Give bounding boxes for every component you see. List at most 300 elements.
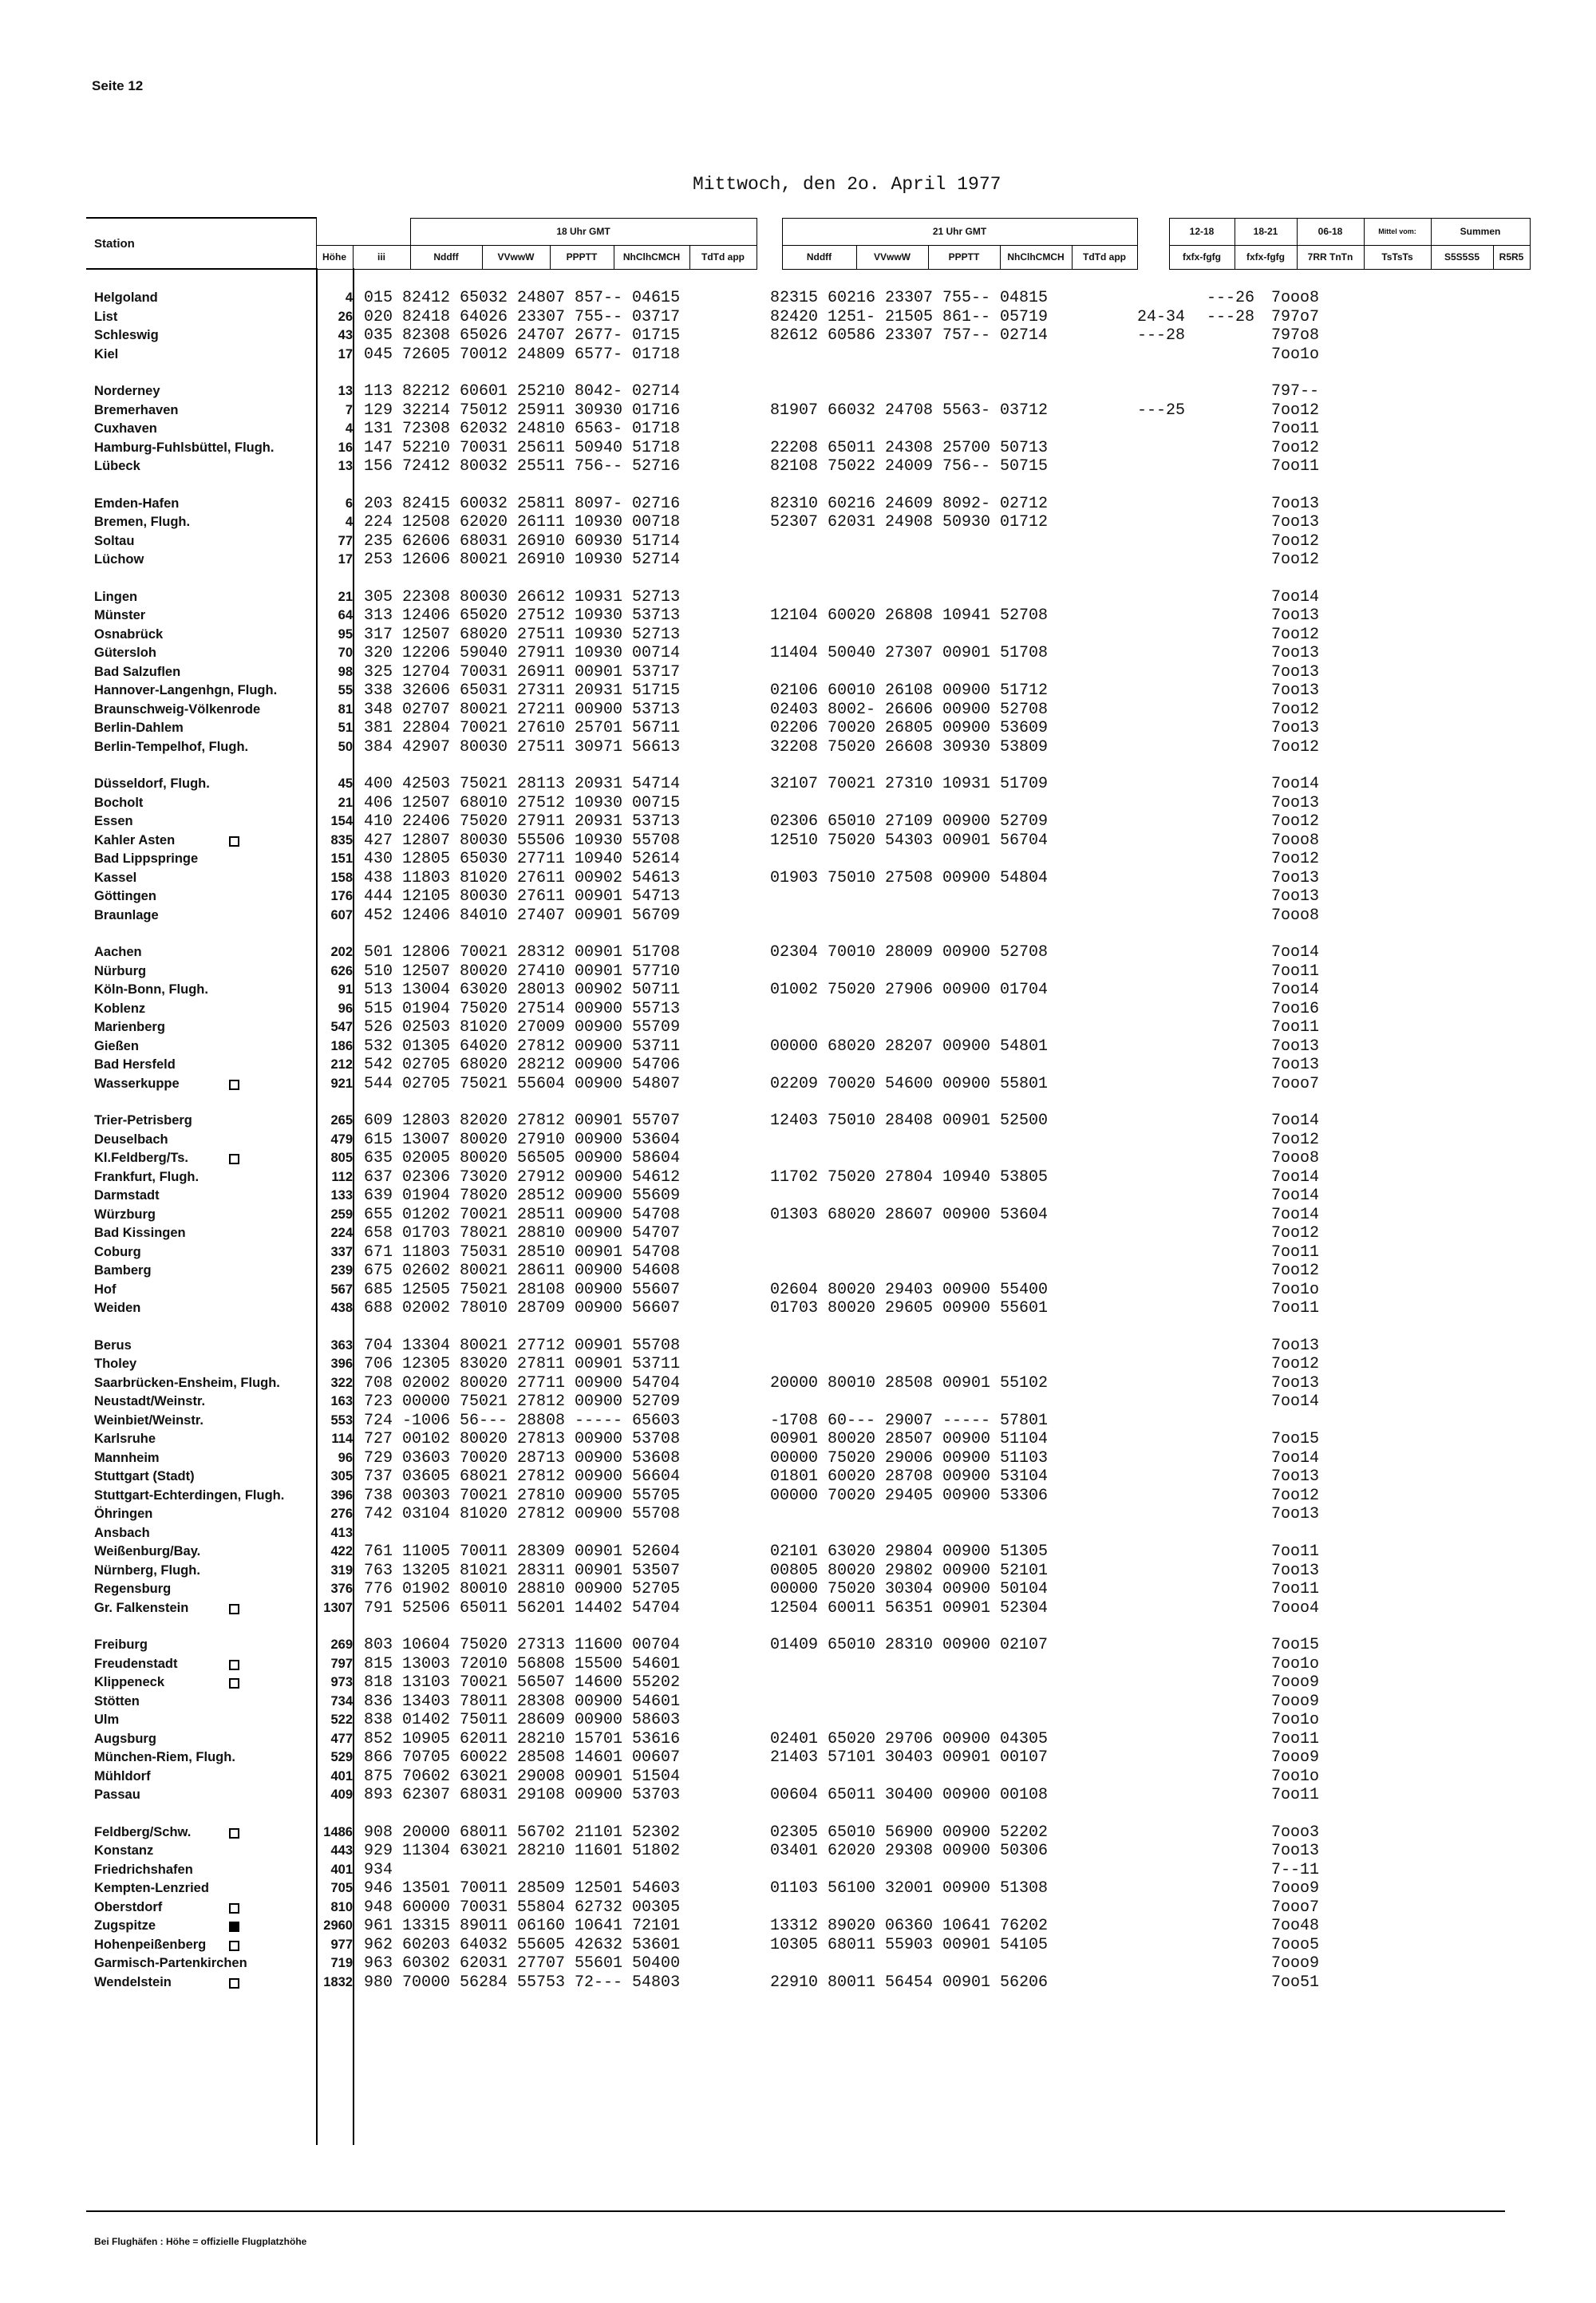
report-18-utc: 761 11005 70011 28309 00901 52604 xyxy=(364,1543,681,1561)
value-06-18: 7oo12 xyxy=(1271,438,1320,457)
value-06-18: 7ooo9 xyxy=(1271,1879,1320,1898)
station-hoehe: 163 xyxy=(330,1394,353,1408)
station-hoehe: 98 xyxy=(338,664,353,679)
value-06-18: 7ooo4 xyxy=(1271,1598,1320,1618)
station-name: Bad Salzuflen xyxy=(94,664,181,679)
report-18-utc: 156 72412 80032 25511 756-- 52716 xyxy=(364,457,681,476)
report-18-utc: 035 82308 65026 24707 2677- 01715 xyxy=(364,326,681,345)
report-18-utc: 929 11304 63021 28210 11601 51802 xyxy=(364,1842,681,1860)
table-row xyxy=(0,1580,1596,1599)
station-hoehe: 567 xyxy=(330,1282,353,1297)
value-06-18: 7ooo9 xyxy=(1271,1692,1320,1711)
station-hoehe: 522 xyxy=(330,1712,353,1727)
station-hoehe: 202 xyxy=(330,945,353,959)
report-21-utc: 01801 60020 28708 00900 53104 xyxy=(770,1468,1049,1486)
report-18-utc: 763 13205 81021 28311 00901 53507 xyxy=(364,1561,681,1580)
table-row xyxy=(0,1898,1596,1918)
station-hoehe: 17 xyxy=(338,552,353,567)
report-18-utc: 384 42907 80030 27511 30971 56613 xyxy=(364,737,681,756)
value-06-18: 7oo13 xyxy=(1271,1468,1320,1486)
table-row xyxy=(0,513,1596,532)
value-06-18: 7oo13 xyxy=(1271,1561,1320,1580)
station-name: Bocholt xyxy=(94,795,144,810)
report-18-utc: 438 11803 81020 27611 00902 54613 xyxy=(364,868,681,887)
table-row xyxy=(0,1917,1596,1936)
station-hoehe: 43 xyxy=(338,328,353,342)
station-name: Helgoland xyxy=(94,290,158,305)
station-hoehe: 2960 xyxy=(323,1918,353,1933)
value-06-18: 7ooo7 xyxy=(1271,1074,1320,1093)
station-name: Nürburg xyxy=(94,963,147,978)
report-21-utc: -1708 60--- 29007 ----- 57801 xyxy=(770,1411,1049,1430)
report-18-utc: 313 12406 65020 27512 10930 53713 xyxy=(364,606,681,625)
station-name: Hohenpeißenberg xyxy=(94,1937,207,1952)
col-tdtd-21: TdTd app xyxy=(1072,245,1137,269)
open-square-icon xyxy=(229,1941,239,1951)
station-name: Bremerhaven xyxy=(94,402,179,417)
value-06-18: 7oo14 xyxy=(1271,587,1320,606)
station-hoehe: 151 xyxy=(330,851,353,866)
value-06-18: 7oo13 xyxy=(1271,681,1320,700)
table-row xyxy=(0,1823,1596,1843)
value-06-18: 7oo14 xyxy=(1271,1392,1320,1411)
station-hoehe: 239 xyxy=(330,1263,353,1278)
station-group xyxy=(0,1823,1596,1993)
station-hoehe: 363 xyxy=(330,1337,353,1353)
station-name: Stötten xyxy=(94,1693,140,1708)
station-hoehe: 977 xyxy=(330,1937,353,1952)
table-row xyxy=(0,981,1596,1000)
report-21-utc: 00901 80020 28507 00900 51104 xyxy=(770,1430,1049,1448)
station-hoehe: 705 xyxy=(330,1881,353,1895)
report-18-utc: 400 42503 75021 28113 20931 54714 xyxy=(364,775,681,793)
table-row xyxy=(0,719,1596,738)
station-hoehe: 158 xyxy=(330,870,353,885)
table-row xyxy=(0,1243,1596,1262)
table-row xyxy=(0,606,1596,626)
station-name: Freiburg xyxy=(94,1637,148,1652)
table-row xyxy=(0,1037,1596,1057)
report-18-utc: 513 13004 63020 28013 00902 50711 xyxy=(364,981,681,999)
station-hoehe: 70 xyxy=(338,646,353,660)
report-18-utc: 444 12105 80030 27611 00901 54713 xyxy=(364,887,681,906)
table-row xyxy=(0,1786,1596,1805)
station-name: Cuxhaven xyxy=(94,421,157,436)
report-21-utc: 02101 63020 29804 00900 51305 xyxy=(770,1543,1049,1561)
table-row xyxy=(0,1281,1596,1300)
station-hoehe: 734 xyxy=(330,1693,353,1708)
station-name: Freudenstadt xyxy=(94,1656,178,1671)
station-name: Schleswig xyxy=(94,328,159,342)
iii-header: iii xyxy=(353,245,410,269)
report-18-utc: 737 03605 68021 27812 00900 56604 xyxy=(364,1468,681,1486)
station-hoehe: 305 xyxy=(330,1469,353,1483)
station-name: Bamberg xyxy=(94,1263,152,1278)
value-06-18: 7oo13 xyxy=(1271,606,1320,625)
value-06-18: 7oo13 xyxy=(1271,1373,1320,1392)
station-name: Stuttgart-Echterdingen, Flugh. xyxy=(94,1487,285,1503)
station-hoehe: 322 xyxy=(330,1375,353,1390)
value-06-18: 7oo48 xyxy=(1271,1917,1320,1935)
open-square-icon xyxy=(229,1604,239,1614)
table-row xyxy=(0,812,1596,832)
station-name: Berlin-Tempelhof, Flugh. xyxy=(94,739,249,754)
open-square-icon xyxy=(229,1828,239,1839)
station-name: Berus xyxy=(94,1337,132,1353)
value-06-18: 7oo12 xyxy=(1271,737,1320,756)
station-group xyxy=(0,495,1596,570)
report-18-utc: 723 00000 75021 27812 00900 52709 xyxy=(364,1392,681,1411)
table-row xyxy=(0,1262,1596,1281)
station-name: Neustadt/Weinstr. xyxy=(94,1394,206,1408)
station-hoehe: 810 xyxy=(330,1899,353,1914)
value-06-18: 7oo12 xyxy=(1271,812,1320,831)
report-18-utc: 675 02602 80021 28611 00900 54608 xyxy=(364,1262,681,1280)
open-square-icon xyxy=(229,836,239,847)
report-18-utc: 893 62307 68031 29108 00900 53703 xyxy=(364,1786,681,1804)
value-06-18: 7oo12 xyxy=(1271,1130,1320,1149)
station-name: Öhringen xyxy=(94,1507,153,1521)
table-row xyxy=(0,1487,1596,1506)
value-06-18: 7oo13 xyxy=(1271,1842,1320,1860)
station-hoehe: 921 xyxy=(330,1076,353,1091)
report-21-utc: 02306 65010 27109 00900 52709 xyxy=(770,812,1049,831)
station-header: Station xyxy=(86,218,316,269)
report-18-utc: 131 72308 62032 24810 6563- 01718 xyxy=(364,420,681,438)
table-row xyxy=(0,495,1596,514)
station-name: Weinbiet/Weinstr. xyxy=(94,1412,203,1428)
station-name: Saarbrücken-Ensheim, Flugh. xyxy=(94,1375,280,1390)
station-hoehe: 1832 xyxy=(323,1974,353,1989)
station-name: Berlin-Dahlem xyxy=(94,721,184,735)
station-name: Koblenz xyxy=(94,1001,146,1016)
station-name: Lüchow xyxy=(94,552,144,567)
report-21-utc: 02106 60010 26108 00900 51712 xyxy=(770,681,1049,700)
col-nddff-21: Nddff xyxy=(782,245,856,269)
report-18-utc: 427 12807 80030 55506 10930 55708 xyxy=(364,831,681,850)
report-18-utc: 866 70705 60022 28508 14601 00607 xyxy=(364,1748,681,1767)
station-hoehe: 1307 xyxy=(323,1600,353,1615)
value-06-18: 7oo15 xyxy=(1271,1430,1320,1448)
table-row xyxy=(0,701,1596,720)
value-06-18: 7oo13 xyxy=(1271,662,1320,681)
station-hoehe: 21 xyxy=(338,795,353,810)
station-group xyxy=(0,1112,1596,1318)
station-hoehe: 396 xyxy=(330,1357,353,1371)
report-21-utc: 02304 70010 28009 00900 52708 xyxy=(770,943,1049,962)
station-hoehe: 547 xyxy=(330,1020,353,1034)
station-hoehe: 396 xyxy=(330,1487,353,1503)
report-18-utc: 658 01703 78021 28810 00900 54707 xyxy=(364,1224,681,1242)
report-21-utc: 82612 60586 23307 757-- 02714 xyxy=(770,326,1049,345)
table-row xyxy=(0,1468,1596,1487)
station-name: Göttingen xyxy=(94,889,156,903)
station-hoehe: 91 xyxy=(338,982,353,997)
report-21-utc: 10305 68011 55903 00901 54105 xyxy=(770,1935,1049,1954)
station-hoehe: 479 xyxy=(330,1132,353,1147)
station-hoehe: 64 xyxy=(338,608,353,622)
table-row xyxy=(0,1954,1596,1973)
report-18-utc: 203 82415 60032 25811 8097- 02716 xyxy=(364,494,681,513)
station-name: Hannover-Langenhgn, Flugh. xyxy=(94,683,278,697)
report-21-utc: 00000 75020 30304 00900 50104 xyxy=(770,1580,1049,1598)
value-06-18: 7oo14 xyxy=(1271,1205,1320,1224)
report-21-utc: 01002 75020 27906 00900 01704 xyxy=(770,981,1049,999)
report-18-utc: 253 12606 80021 26910 10930 52714 xyxy=(364,551,681,569)
station-group xyxy=(0,943,1596,1093)
station-name: Braunschweig-Völkenrode xyxy=(94,701,261,717)
station-name: Trier-Petrisberg xyxy=(94,1113,192,1128)
table-row xyxy=(0,1505,1596,1524)
station-hoehe: 112 xyxy=(331,1169,353,1184)
table-row xyxy=(0,551,1596,570)
station-name: Passau xyxy=(94,1787,140,1802)
station-hoehe: 376 xyxy=(330,1582,353,1596)
report-21-utc: 02403 8002- 26606 00900 52708 xyxy=(770,700,1049,719)
station-hoehe: 21 xyxy=(338,589,353,604)
table-row xyxy=(0,1449,1596,1468)
value-06-18: 797o7 xyxy=(1271,307,1320,326)
station-hoehe: 81 xyxy=(338,701,353,717)
station-name: Lingen xyxy=(94,589,138,604)
table-row xyxy=(0,794,1596,813)
value-06-18: 7oo13 xyxy=(1271,1505,1320,1523)
report-18-utc: 515 01904 75020 27514 00900 55713 xyxy=(364,999,681,1018)
table-row xyxy=(0,1599,1596,1618)
report-18-utc: 637 02306 73020 27912 00900 54612 xyxy=(364,1167,681,1187)
report-18-utc: 410 22406 75020 27911 20931 53713 xyxy=(364,812,681,831)
value-12-18: ---25 xyxy=(1137,401,1186,420)
report-18-utc: 224 12508 62020 26111 10930 00718 xyxy=(364,513,681,531)
report-18-utc: 803 10604 75020 27313 11600 00704 xyxy=(364,1636,681,1654)
report-18-utc: 946 13501 70011 28509 12501 54603 xyxy=(364,1879,681,1898)
table-row xyxy=(0,1224,1596,1243)
value-06-18: 7ooo9 xyxy=(1271,1748,1320,1767)
value-06-18: 7oo12 xyxy=(1271,551,1320,569)
report-18-utc: 980 70000 56284 55753 72--- 54803 xyxy=(364,1973,681,1992)
station-hoehe: 7 xyxy=(345,402,353,417)
value-06-18: 7ooo9 xyxy=(1271,1954,1320,1973)
table-row xyxy=(0,887,1596,907)
value-06-18: 797-- xyxy=(1271,382,1320,401)
report-21-utc: 12104 60020 26808 10941 52708 xyxy=(770,606,1049,625)
report-21-utc: 12403 75010 28408 00901 52500 xyxy=(770,1112,1049,1130)
table-row xyxy=(0,1693,1596,1712)
report-18-utc: 706 12305 83020 27811 00901 53711 xyxy=(364,1355,681,1373)
station-hoehe: 45 xyxy=(338,776,353,791)
sub-s5: S5S5S5 xyxy=(1431,245,1493,269)
table-row xyxy=(0,681,1596,701)
report-18-utc: 348 02707 80021 27211 00900 53713 xyxy=(364,700,681,719)
report-21-utc: 82315 60216 23307 755-- 04815 xyxy=(770,289,1049,307)
report-18-utc: 526 02503 81020 27009 00900 55709 xyxy=(364,1018,681,1037)
value-06-18: 7oo12 xyxy=(1271,401,1320,420)
station-name: München-Riem, Flugh. xyxy=(94,1750,235,1764)
table-row xyxy=(0,1374,1596,1393)
value-06-18: 7oo12 xyxy=(1271,1355,1320,1373)
station-name: Essen xyxy=(94,814,133,828)
value-06-18: 7oo13 xyxy=(1271,1037,1320,1056)
station-name: Feldberg/Schw. xyxy=(94,1824,192,1839)
station-name: Oberstdorf xyxy=(94,1899,163,1914)
station-name: Coburg xyxy=(94,1244,141,1259)
report-18-utc: 791 52506 65011 56201 14402 54704 xyxy=(364,1598,681,1618)
report-18-utc: 685 12505 75021 28108 00900 55607 xyxy=(364,1280,681,1299)
date-header: Mittwoch, den 2o. April 1977 xyxy=(693,174,1001,195)
mittel-header: Mittel vom: xyxy=(1364,218,1431,245)
station-hoehe: 413 xyxy=(330,1525,353,1540)
open-square-icon xyxy=(229,1678,239,1689)
station-group xyxy=(0,1636,1596,1805)
col-tdtd-18: TdTd app xyxy=(689,245,757,269)
table-row xyxy=(0,775,1596,794)
table-row xyxy=(0,1936,1596,1955)
report-18-utc: 729 03603 70020 28713 00900 53608 xyxy=(364,1448,681,1468)
station-name: Würzburg xyxy=(94,1207,156,1222)
gmt21-header: 21 Uhr GMT xyxy=(782,218,1137,245)
station-hoehe: 154 xyxy=(330,814,353,828)
station-name: Stuttgart (Stadt) xyxy=(94,1469,195,1483)
report-18-utc: 948 60000 70031 55804 62732 00305 xyxy=(364,1898,681,1917)
report-18-utc: 908 20000 68011 56702 21101 52302 xyxy=(364,1823,681,1842)
station-hoehe: 443 xyxy=(330,1843,353,1858)
station-group xyxy=(0,588,1596,757)
report-18-utc: 544 02705 75021 55604 00900 54807 xyxy=(364,1074,681,1093)
report-18-utc: 708 02002 80020 27711 00900 54704 xyxy=(364,1373,681,1392)
table-row xyxy=(0,289,1596,308)
table-row xyxy=(0,308,1596,327)
report-21-utc: 00604 65011 30400 00900 00108 xyxy=(770,1786,1049,1804)
report-18-utc: 742 03104 81020 27812 00900 55708 xyxy=(364,1505,681,1523)
report-18-utc: 325 12704 70031 26911 00901 53717 xyxy=(364,662,681,681)
report-18-utc: 317 12507 68020 27511 10930 52713 xyxy=(364,625,681,644)
station-hoehe: 805 xyxy=(330,1151,353,1165)
report-18-utc: 381 22804 70021 27610 25701 56711 xyxy=(364,719,681,737)
value-06-18: 7oo13 xyxy=(1271,719,1320,737)
value-06-18: 7oo11 xyxy=(1271,420,1320,438)
value-06-18: 7oo13 xyxy=(1271,494,1320,513)
report-21-utc: 22208 65011 24308 25700 50713 xyxy=(770,438,1049,457)
period-18-21-header: 18-21 xyxy=(1235,218,1297,245)
open-square-icon xyxy=(229,1080,239,1090)
station-hoehe: 276 xyxy=(330,1507,353,1521)
station-name: Emden-Hafen xyxy=(94,496,180,511)
report-21-utc: 21403 57101 30403 00901 00107 xyxy=(770,1748,1049,1767)
value-06-18: 7oo12 xyxy=(1271,1486,1320,1505)
station-name: Bad Hersfeld xyxy=(94,1057,176,1072)
value-12-18: ---28 xyxy=(1137,326,1186,345)
value-06-18: 7oo11 xyxy=(1271,1543,1320,1561)
table-row xyxy=(0,382,1596,401)
report-18-utc: 129 32214 75012 25911 30930 01716 xyxy=(364,401,681,420)
station-name: Tholey xyxy=(94,1357,137,1371)
report-21-utc: 01409 65010 28310 00900 02107 xyxy=(770,1636,1049,1654)
station-name: Klippeneck xyxy=(94,1675,165,1689)
table-row xyxy=(0,644,1596,663)
value-06-18: 7oo1o xyxy=(1271,1711,1320,1729)
table-row xyxy=(0,943,1596,962)
station-name: Friedrichshafen xyxy=(94,1862,193,1877)
table-row xyxy=(0,1299,1596,1318)
table-row xyxy=(0,1562,1596,1581)
report-21-utc: 82420 1251- 21505 861-- 05719 xyxy=(770,307,1049,326)
report-21-utc: 00000 75020 29006 00900 51103 xyxy=(770,1448,1049,1468)
report-18-utc: 045 72605 70012 24809 6577- 01718 xyxy=(364,345,681,364)
value-06-18: 7oo13 xyxy=(1271,887,1320,906)
value-06-18: 7ooo9 xyxy=(1271,1673,1320,1692)
value-06-18: 7oo11 xyxy=(1271,1580,1320,1598)
value-06-18: 7oo1o xyxy=(1271,345,1320,364)
value-06-18: 7oo12 xyxy=(1271,531,1320,551)
table-row xyxy=(0,1748,1596,1768)
station-hoehe: 6 xyxy=(345,496,353,511)
station-hoehe: 224 xyxy=(330,1226,353,1240)
value-12-18: 24-34 xyxy=(1137,307,1186,326)
table-row xyxy=(0,663,1596,682)
open-square-icon xyxy=(229,1154,239,1164)
value-06-18: 7--11 xyxy=(1271,1860,1320,1879)
table-row xyxy=(0,1355,1596,1374)
station-hoehe: 529 xyxy=(330,1750,353,1764)
station-hoehe: 186 xyxy=(330,1038,353,1053)
value-06-18: 7ooo8 xyxy=(1271,831,1320,850)
report-18-utc: 724 -1006 56--- 28808 ----- 65603 xyxy=(364,1411,681,1430)
report-21-utc: 02305 65010 56900 00900 52202 xyxy=(770,1823,1049,1842)
table-row xyxy=(0,1768,1596,1787)
open-square-icon xyxy=(229,1903,239,1914)
value-06-18: 7oo11 xyxy=(1271,1242,1320,1262)
station-name: Hamburg-Fuhlsbüttel, Flugh. xyxy=(94,440,275,455)
report-18-utc: 838 01402 75011 28609 00900 58603 xyxy=(364,1711,681,1729)
col-nh-21: NhClhCMCH xyxy=(1000,245,1072,269)
station-hoehe: 401 xyxy=(330,1768,353,1784)
station-name: Kl.Feldberg/Ts. xyxy=(94,1151,188,1165)
station-hoehe: 96 xyxy=(338,1450,353,1465)
table-row xyxy=(0,1337,1596,1356)
station-hoehe: 265 xyxy=(330,1113,353,1128)
station-hoehe: 50 xyxy=(338,739,353,754)
table-row xyxy=(0,420,1596,439)
station-name: Münster xyxy=(94,608,146,622)
station-name: Bad Lippspringe xyxy=(94,851,199,866)
value-06-18: 7oo12 xyxy=(1271,850,1320,868)
station-name: List xyxy=(94,309,118,324)
station-hoehe: 797 xyxy=(330,1656,353,1671)
value-06-18: 7oo11 xyxy=(1271,962,1320,981)
station-name: Gießen xyxy=(94,1038,139,1053)
table-row xyxy=(0,1730,1596,1749)
station-hoehe: 13 xyxy=(338,384,353,398)
station-name: Gütersloh xyxy=(94,646,156,660)
station-hoehe: 337 xyxy=(330,1244,353,1259)
station-hoehe: 77 xyxy=(338,533,353,548)
station-hoehe: 95 xyxy=(338,626,353,642)
station-group xyxy=(0,289,1596,364)
table-row xyxy=(0,1973,1596,1993)
report-18-utc: 704 13304 80021 27712 00901 55708 xyxy=(364,1336,681,1355)
hoehe-header: Höhe xyxy=(316,245,353,269)
report-21-utc: 00805 80020 29802 00900 52101 xyxy=(770,1561,1049,1580)
report-18-utc: 836 13403 78011 28308 00900 54601 xyxy=(364,1692,681,1711)
table-row xyxy=(0,1112,1596,1131)
station-name: Garmisch-Partenkirchen xyxy=(94,1956,247,1970)
report-21-utc: 20000 80010 28508 00901 55102 xyxy=(770,1373,1049,1392)
col-nh-18: NhClhCMCH xyxy=(614,245,689,269)
report-18-utc: 776 01902 80010 28810 00900 52705 xyxy=(364,1580,681,1598)
report-21-utc: 11702 75020 27804 10940 53805 xyxy=(770,1167,1049,1187)
footnote: Bei Flughäfen : Höhe = offizielle Flugplatzhöhe xyxy=(94,2236,307,2247)
station-name: Karlsruhe xyxy=(94,1432,156,1446)
